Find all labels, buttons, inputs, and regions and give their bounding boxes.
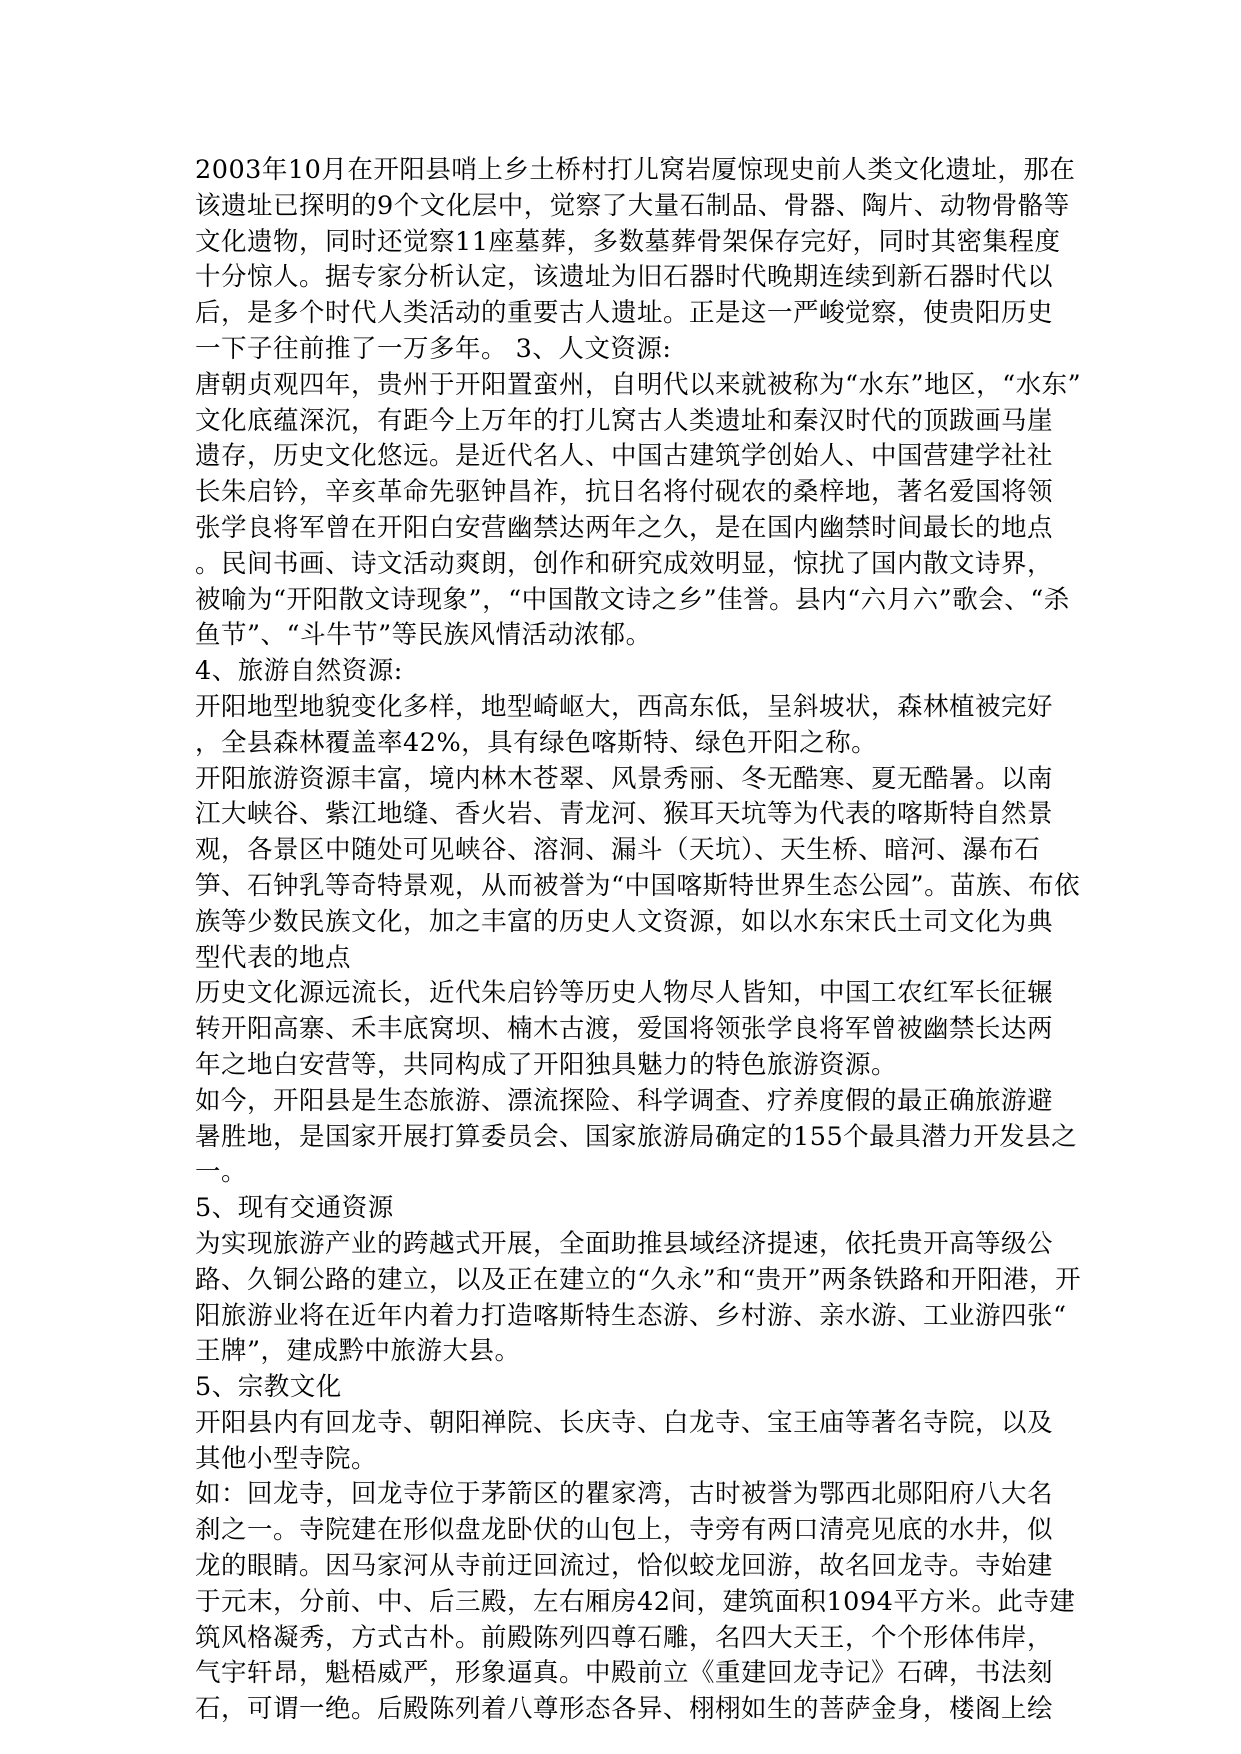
text-line: 刹之一。寺院建在形似盘龙卧伏的山包上，寺旁有两口清亮见底的水井，似 [195,1515,1054,1546]
text-line: 转开阳高寨、禾丰底窝坝、楠木古渡，爱国将领张学良将军曾被幽禁长达两 [195,1014,1054,1045]
text-line: 为实现旅游产业的跨越式开展，全面助推县域经济提速，依托贵开高等级公 [195,1228,1054,1259]
text-line: 十分惊人。据专家分析认定，该遗址为旧石器时代晚期连续到新石器时代以 [195,262,1054,293]
text-line: 。民间书画、诗文活动爽朗，创作和研究成效明显，惊扰了国内散文诗界， [195,548,1054,579]
text-line: 型代表的地点 [195,942,352,973]
text-line: 石，可谓一绝。后殿陈列着八尊形态各异、栩栩如生的菩萨金身，楼阁上绘 [195,1694,1054,1725]
text-line: 观，各景区中随处可见峡谷、溶洞、漏斗（天坑）、天生桥、暗河、瀑布石 [195,835,1041,866]
text-line: 年之地白安营等，共同构成了开阳独具魅力的特色旅游资源。 [195,1049,898,1080]
text-line: 路、久铜公路的建立，以及正在建立的“久永”和“贵开”两条铁路和开阳港，开 [195,1264,1082,1295]
text-line: 龙的眼睛。因马家河从寺前迂回流过，恰似蛟龙回游，故名回龙寺。寺始建 [195,1551,1054,1582]
text-line: 历史文化源远流长，近代朱启钤等历史人物尽人皆知，中国工农红军长征辗 [195,978,1054,1009]
text-line: 长朱启钤，辛亥革命先驱钟昌祚，抗日名将付砚农的桑梓地，著名爱国将领 [195,477,1054,508]
text-line: 鱼节”、“斗牛节”等民族风情活动浓郁。 [195,620,652,651]
text-line: 后，是多个时代人类活动的重要古人遗址。正是这一严峻觉察，使贵阳历史 [195,298,1054,329]
text-line: 开阳旅游资源丰富，境内林木苍翠、风景秀丽、冬无酷寒、夏无酷暑。以南 [195,763,1054,794]
text-line: 笋、石钟乳等奇特景观，从而被誉为“中国喀斯特世界生态公园”。苗族、布依 [195,870,1081,901]
text-line: 气宇轩昂，魁梧威严，形象逼真。中殿前立《重建回龙寺记》石碑，书法刻 [195,1658,1054,1689]
text-line: 一。 [195,1157,248,1188]
text-line: 筑风格凝秀，方式古朴。前殿陈列四尊石雕，名四大天王，个个形体伟岸， [195,1622,1054,1653]
text-line: 族等少数民族文化，加之丰富的历史人文资源，如以水东宋氏土司文化为典 [195,906,1054,937]
text-line: 阳旅游业将在近年内着力打造喀斯特生态游、乡村游、亲水游、工业游四张“ [195,1300,1067,1331]
text-line: 遗存，历史文化悠远。是近代名人、中国古建筑学创始人、中国营建学社社 [195,441,1054,472]
text-line: 被喻为“开阳散文诗现象”，“中国散文诗之乡”佳誉。县内“六月六”歌会、“杀 [195,584,1070,615]
text-line: 其他小型寺院。 [195,1443,378,1474]
text-line: 文化遗物，同时还觉察11座墓葬，多数墓葬骨架保存完好，同时其密集程度 [195,226,1061,257]
text-line: 5、现有交通资源 [195,1193,394,1224]
text-line: 该遗址已探明的9个文化层中，觉察了大量石制品、骨器、陶片、动物骨骼等 [195,190,1070,221]
text-line: 4、旅游自然资源: [195,656,403,687]
text-line: 张学良将军曾在开阳白安营幽禁达两年之久，是在国内幽禁时间最长的地点 [195,512,1054,543]
text-line: 文化底蕴深沉，有距今上万年的打儿窝古人类遗址和秦汉时代的顶跋画马崖 [195,405,1054,436]
text-line: 暑胜地，是国家开展打算委员会、国家旅游局确定的155个最具潜力开发县之 [195,1121,1078,1152]
text-line: 如今，开阳县是生态旅游、漂流探险、科学调查、疗养度假的最正确旅游避 [195,1085,1054,1116]
text-line: 王牌”，建成黔中旅游大县。 [195,1336,521,1367]
text-line: 5、宗教文化 [195,1372,342,1403]
text-line: 唐朝贞观四年，贵州于开阳置蛮州，自明代以来就被称为“水东”地区，“水东” [195,369,1082,400]
text-line: 如：回龙寺，回龙寺位于茅箭区的瞿家湾，古时被誉为鄂西北郧阳府八大名 [195,1479,1054,1510]
text-line: 开阳地型地貌变化多样，地型崎岖大，西高东低，呈斜坡状，森林植被完好 [195,691,1054,722]
text-line: 2003年10月在开阳县哨上乡土桥村打儿窝岩厦惊现史前人类文化遗址，那在 [195,155,1076,185]
text-line: 于元末，分前、中、后三殿，左右厢房42间，建筑面积1094平方米。此寺建 [195,1586,1076,1617]
text-line: 一下子往前推了一万多年。 3、人文资源: [195,333,672,364]
text-line: ，全县森林覆盖率42%，具有绿色喀斯特、绿色开阳之称。 [195,727,878,758]
text-line: 开阳县内有回龙寺、朝阳禅院、长庆寺、白龙寺、宝王庙等著名寺院，以及 [195,1407,1054,1438]
text-line: 江大峡谷、紫江地缝、香火岩、青龙河、猴耳天坑等为代表的喀斯特自然景 [195,799,1054,830]
document-page [195,153,1082,1728]
